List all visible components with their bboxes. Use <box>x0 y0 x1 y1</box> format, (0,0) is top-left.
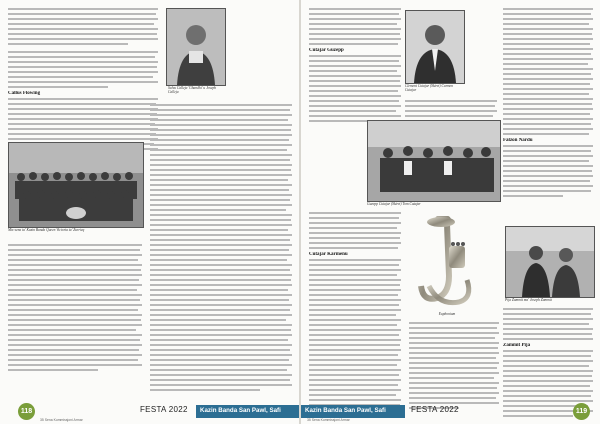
group-photo-cutajar <box>367 120 501 202</box>
photo-zammit <box>505 226 595 298</box>
festa-label-left: FESTA 2022 <box>140 405 188 414</box>
festa-label-right: FESTA 2022 <box>411 405 459 414</box>
portrait-photo-cutajar <box>405 10 465 84</box>
footer-bar-left <box>196 405 299 418</box>
caption-portrait-cutajar: Clement Cutajar (Skiret) Carmen Cutajar <box>405 84 454 93</box>
footer-subtitle-right: 35 Sena Kummissjoni Armar <box>307 418 350 422</box>
footer-bar-text-left: Kazin Banda San Pawl, Safi <box>200 407 281 414</box>
caption-instrument: Euphonium <box>438 312 456 316</box>
page-number-right: 119 <box>573 403 590 420</box>
left-column-1-text-bottom <box>8 244 142 374</box>
footer-subtitle-left: 35 Sena Kummissjoni Armar <box>40 418 83 422</box>
left-column-1-text-top <box>8 8 160 158</box>
left-page <box>0 0 299 424</box>
left-column-2-text <box>150 104 292 394</box>
right-column-1-text-bottom <box>309 212 401 419</box>
caption-group-cutajar: Guzepp Cutajar (Skiret) Tom Cutajar <box>367 202 421 206</box>
footer-bar-right <box>301 405 405 418</box>
portrait-man-image-icon <box>406 11 464 83</box>
right-page <box>301 0 600 424</box>
subheading-zammit-pija: Zammit Pija <box>503 343 531 348</box>
right-column-2-text-bottom <box>409 322 499 412</box>
band-group-photo <box>8 142 144 228</box>
group-people-image-icon <box>368 121 500 201</box>
two-people-image-icon <box>506 227 594 297</box>
page-number-left: 118 <box>18 403 35 420</box>
subheading-cutajar-karmenu: Cutajar Karmenu <box>309 252 348 257</box>
subheading-callus-flowing: Callus Flowing <box>8 91 41 96</box>
subheading-cutajar-guzepp: Cutajar Guzepp <box>309 48 344 53</box>
caption-band-group: Mis-sena ta' Kazin Banda Queen Victoria ta' Zurrieq <box>8 228 85 232</box>
right-column-1-text-top <box>309 8 401 125</box>
caption-portrait-calleja: Salvu Calleja 'Ghandhi' u Joseph Calleja <box>168 86 217 95</box>
instrument-photo <box>409 216 485 310</box>
right-column-3-text-top <box>503 8 593 200</box>
portrait-figure-icon <box>167 9 225 85</box>
subheading-falzon-nardu: Falzon Nardu <box>503 138 533 143</box>
portrait-photo-calleja <box>166 8 226 86</box>
band-group-image-icon <box>9 143 143 227</box>
euphonium-icon <box>409 216 485 310</box>
footer-bar-text-right: Kazin Banda San Pawl, Safi <box>305 407 386 414</box>
caption-zammit: Pija Zammit ma' Joseph Zammit <box>505 298 552 302</box>
